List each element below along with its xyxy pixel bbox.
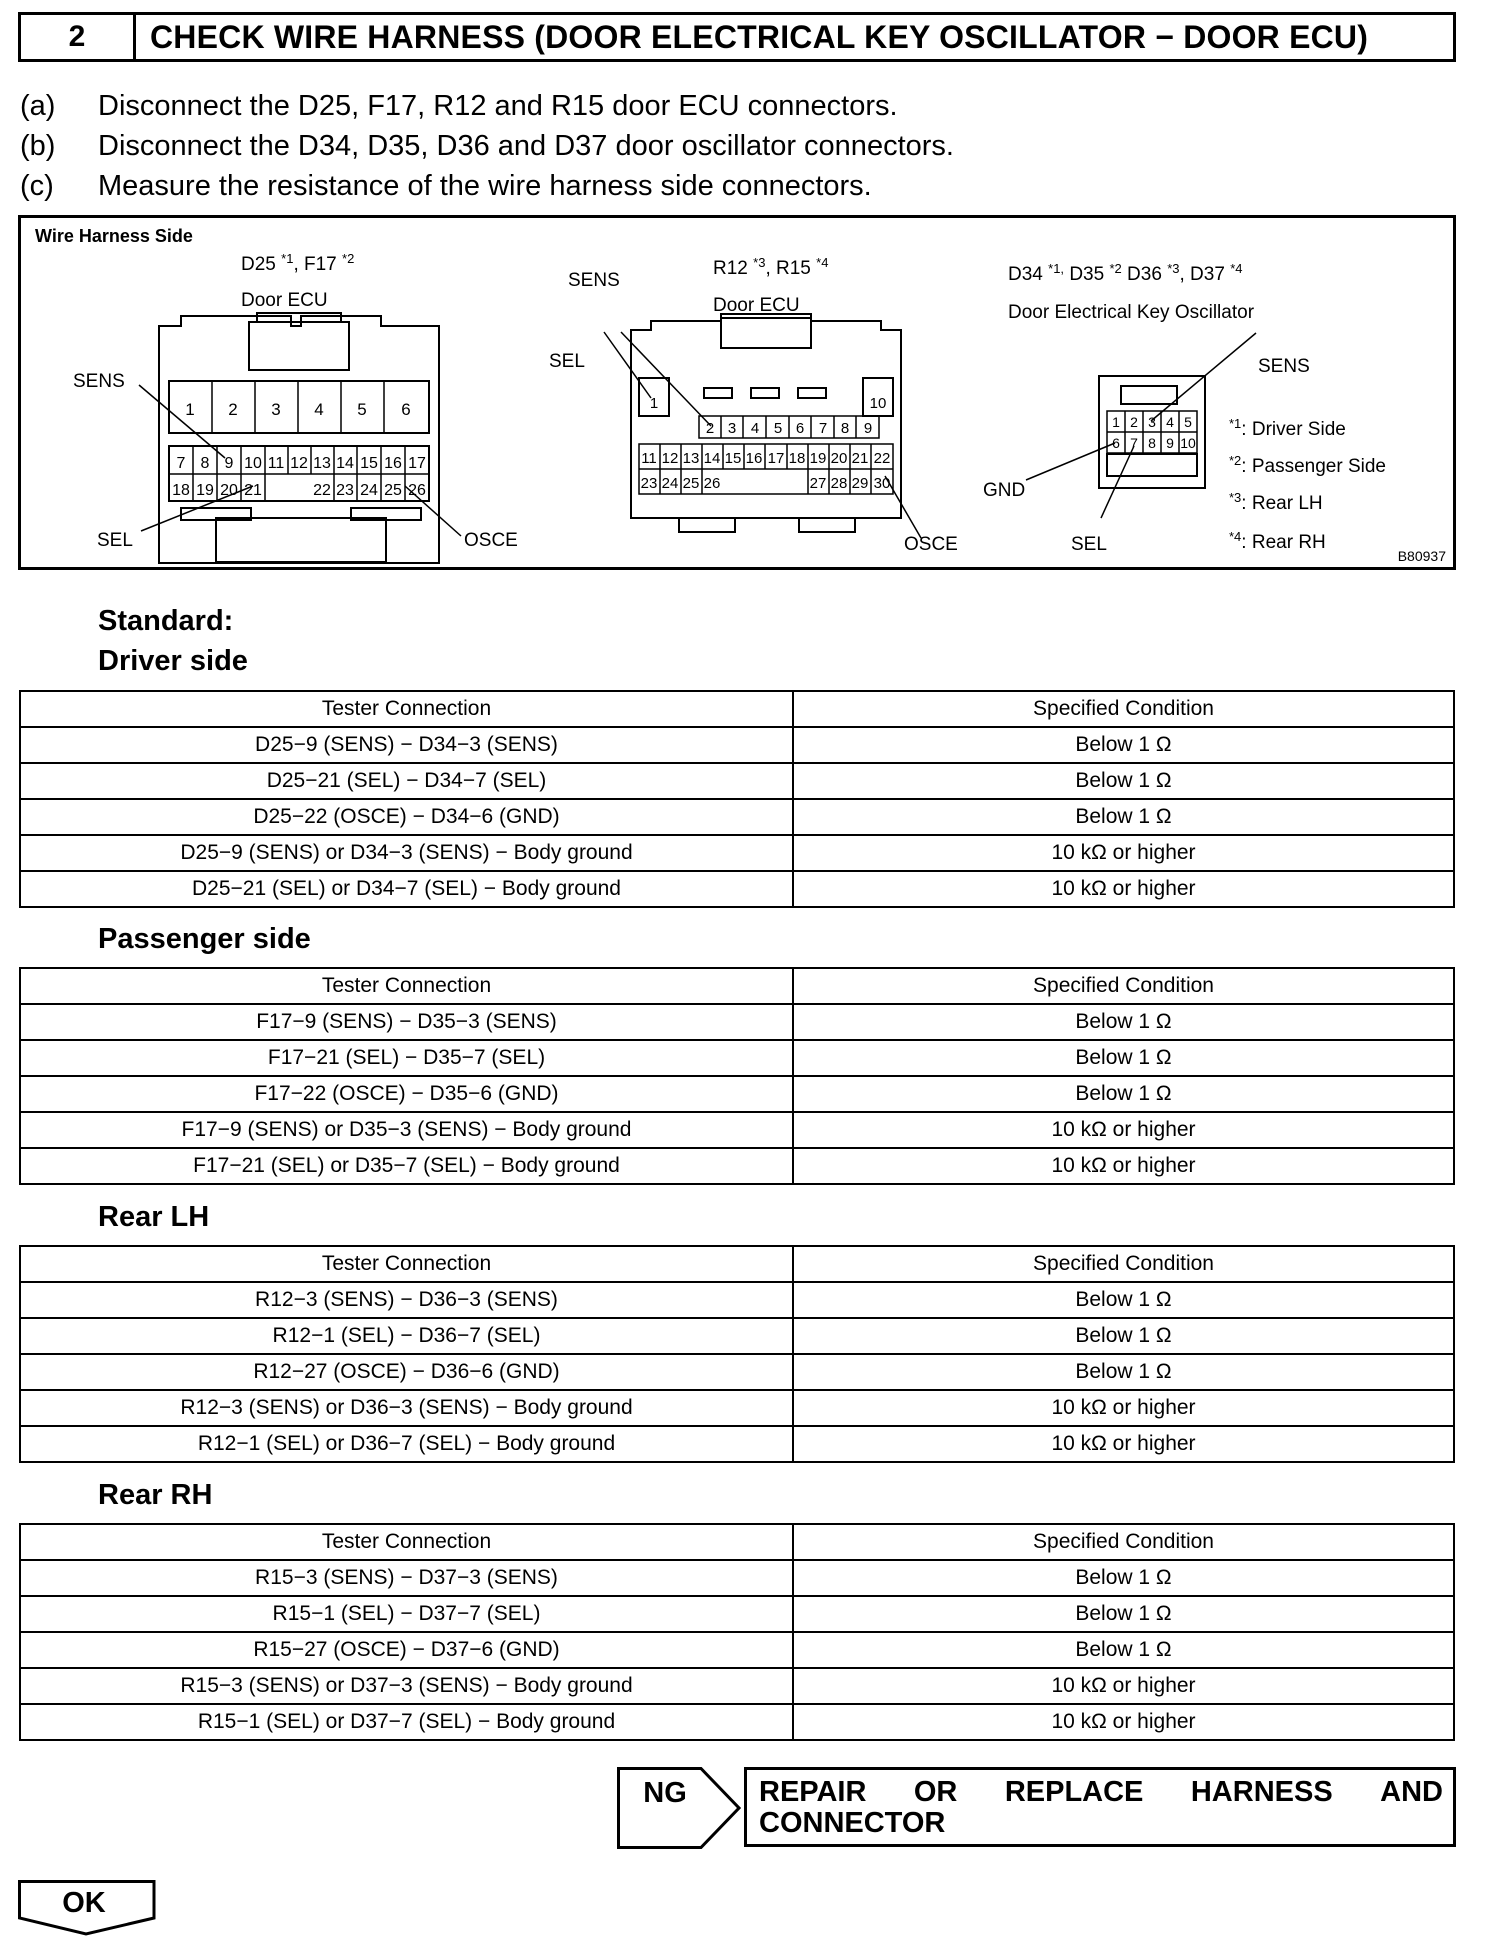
pin-label: 5 (773, 420, 783, 437)
table-row: R15−27 (OSCE) − D37−6 (GND) Below 1 Ω (20, 1632, 1454, 1668)
pin-label: 1 (185, 400, 195, 419)
table-row: R15−1 (SEL) or D37−7 (SEL) − Body ground 10 kΩ or higher (20, 1704, 1454, 1740)
spec-table-passenger (19, 967, 1455, 1185)
pin-label: 8 (840, 420, 850, 437)
table-row: F17−9 (SENS) or D35−3 (SENS) − Body ground 10 kΩ or higher (20, 1112, 1454, 1148)
table-row: F17−9 (SENS) − D35−3 (SENS) Below 1 Ω (20, 1004, 1454, 1040)
table-header-row (20, 968, 1454, 1004)
instruction-b: (b) Disconnect the D34, D35, D36 and D37 door oscillator connectors. (20, 130, 954, 162)
ng-action-line2: CONNECTOR (759, 1807, 946, 1839)
connector2-title: R12 $^{*3}$, R15 $^{*4}$ (713, 255, 829, 279)
table-row: D25−22 (OSCE) − D34−6 (GND) Below 1 Ω (20, 799, 1454, 835)
pin-label: 9 (863, 420, 873, 437)
pin-label: 3 (271, 400, 281, 419)
connector2-osce-label: OSCE (904, 534, 958, 555)
pin-label: 18 (172, 482, 190, 499)
pin-label: 17 (767, 450, 785, 467)
section-heading-rear-rh: Rear RH (98, 1479, 213, 1511)
pin-label: 25 (384, 482, 402, 499)
column-header: Tester Connection (20, 1246, 793, 1282)
connector2-sens-label: SENS (568, 270, 620, 291)
pin-label: 7 (176, 455, 186, 472)
connector1-body (159, 316, 439, 563)
section-heading-rear-lh: Rear LH (98, 1201, 210, 1233)
connector1-sel-label: SEL (97, 530, 133, 551)
table-row: D25−9 (SENS) or D34−3 (SENS) − Body ground 10 kΩ or higher (20, 835, 1454, 871)
pin-label: 25 (682, 475, 700, 492)
pin-label: 26 (703, 475, 721, 492)
pin-label: 14 (703, 450, 721, 467)
pin-label: 21 (851, 450, 869, 467)
pin-label: 11 (267, 455, 285, 472)
spec-table-driver (19, 690, 1455, 908)
connector2-sel-label: SEL (549, 351, 585, 372)
pin-label: 9 (224, 455, 234, 472)
ng-action-line1: REPAIR OR REPLACE HARNESS AND (759, 1776, 1443, 1808)
table-row: R12−1 (SEL) or D36−7 (SEL) − Body ground 10 kΩ or higher (20, 1426, 1454, 1462)
legend-item: $^{*4}$: Rear RH (1229, 529, 1326, 553)
pin-label: 3 (1148, 414, 1156, 430)
connector3-title: D34 $^{*1,}$ D35 $^{*2}$ D36 $^{*3}$, D37 $^{*4}$ (1008, 261, 1243, 285)
ok-result-box (18, 1880, 158, 1941)
pin-label: 24 (661, 475, 679, 492)
connector1-title: D25 $^{*1}$, F17 $^{*2}$ (241, 251, 355, 275)
pin-label: 10 (869, 395, 887, 412)
column-header: Specified Condition (793, 1524, 1454, 1560)
table-row: R15−3 (SENS) − D37−3 (SENS) Below 1 Ω (20, 1560, 1454, 1596)
pin-label: 7 (1130, 435, 1138, 451)
step-header (18, 12, 1456, 62)
pin-label: 1 (1112, 414, 1120, 430)
connector1-subtitle: Door ECU (241, 290, 328, 311)
pin-label: 6 (1112, 435, 1120, 451)
figure-id: B80937 (1397, 548, 1446, 564)
connector2-subtitle: Door ECU (713, 295, 800, 316)
pin-label: 8 (1148, 435, 1156, 451)
pin-label: 20 (830, 450, 848, 467)
connector-diagram (21, 218, 1453, 567)
pin-label: 4 (750, 420, 760, 437)
connector1-latch (249, 322, 349, 370)
ok-label: OK (62, 1887, 106, 1919)
table-row: D25−9 (SENS) − D34−3 (SENS) Below 1 Ω (20, 727, 1454, 763)
ng-result-box (617, 1767, 741, 1854)
pin-label: 16 (745, 450, 763, 467)
pin-label: 10 (244, 455, 262, 472)
pin-label: 26 (408, 482, 426, 499)
table-header-row (20, 691, 1454, 727)
pin-label: 19 (196, 482, 214, 499)
connector3-subtitle: Door Electrical Key Oscillator (1008, 302, 1255, 323)
pin-label: 17 (408, 455, 426, 472)
pin-label: 15 (724, 450, 742, 467)
pin-label: 22 (313, 482, 331, 499)
step-number: 2 (21, 15, 136, 59)
legend-item: $^{*3}$: Rear LH (1229, 490, 1323, 514)
section-heading-driver: Driver side (98, 645, 248, 677)
table-row: R12−3 (SENS) − D36−3 (SENS) Below 1 Ω (20, 1282, 1454, 1318)
pin-label: 12 (661, 450, 679, 467)
connector3-sel-label: SEL (1071, 534, 1107, 555)
pin-label: 16 (384, 455, 402, 472)
connector3-sens-label: SENS (1258, 356, 1310, 377)
pin-label: 4 (314, 400, 324, 419)
pin-label: 2 (228, 400, 238, 419)
legend-item: $^{*2}$: Passenger Side (1229, 453, 1386, 477)
pin-label: 6 (401, 400, 411, 419)
pin-label: 6 (795, 420, 805, 437)
connector1-pin-labels (172, 400, 426, 499)
column-header: Tester Connection (20, 968, 793, 1004)
table-row: R15−3 (SENS) or D37−3 (SENS) − Body ground 10 kΩ or higher (20, 1668, 1454, 1704)
pin-label: 30 (873, 475, 891, 492)
pin-label: 3 (727, 420, 737, 437)
table-row: R12−1 (SEL) − D36−7 (SEL) Below 1 Ω (20, 1318, 1454, 1354)
column-header: Specified Condition (793, 968, 1454, 1004)
column-header: Specified Condition (793, 691, 1454, 727)
pin-label: 11 (641, 450, 657, 467)
spec-table-rear-rh (19, 1523, 1455, 1741)
ng-label: NG (643, 1777, 687, 1809)
pin-label: 2 (705, 420, 715, 437)
legend-item: $^{*1}$: Driver Side (1229, 416, 1346, 440)
table-row: D25−21 (SEL) − D34−7 (SEL) Below 1 Ω (20, 763, 1454, 799)
pin-label: 1 (649, 395, 659, 412)
pin-label: 7 (818, 420, 828, 437)
column-header: Tester Connection (20, 691, 793, 727)
instruction-c: (c) Measure the resistance of the wire harness side connectors. (20, 170, 872, 202)
connector3-gnd-label: GND (983, 480, 1026, 501)
section-heading-passenger: Passenger side (98, 923, 311, 955)
pin-label: 13 (313, 455, 331, 472)
pin-label: 5 (1184, 414, 1192, 430)
standard-label: Standard: (98, 605, 234, 637)
pin-label: 23 (336, 482, 354, 499)
pin-label: 12 (290, 455, 308, 472)
table-row: F17−21 (SEL) or D35−7 (SEL) − Body ground 10 kΩ or higher (20, 1148, 1454, 1184)
pin-label: 20 (220, 482, 238, 499)
connector1-sens-label: SENS (73, 371, 125, 392)
pin-label: 5 (357, 400, 367, 419)
leader-lines (139, 332, 1256, 538)
pin-label: 8 (200, 455, 210, 472)
table-row: R15−1 (SEL) − D37−7 (SEL) Below 1 Ω (20, 1596, 1454, 1632)
pin-label: 18 (788, 450, 806, 467)
pin-label: 14 (336, 455, 354, 472)
table-row: F17−21 (SEL) − D35−7 (SEL) Below 1 Ω (20, 1040, 1454, 1076)
pin-label: 24 (360, 482, 378, 499)
pin-label: 9 (1166, 435, 1174, 451)
column-header: Tester Connection (20, 1524, 793, 1560)
pin-label: 28 (830, 475, 848, 492)
pin-label: 13 (682, 450, 700, 467)
table-row: R12−3 (SENS) or D36−3 (SENS) − Body ground 10 kΩ or higher (20, 1390, 1454, 1426)
instruction-a: (a) Disconnect the D25, F17, R12 and R15 door ECU connectors. (20, 90, 898, 122)
table-row: R12−27 (OSCE) − D36−6 (GND) Below 1 Ω (20, 1354, 1454, 1390)
ng-action-box (744, 1767, 1456, 1847)
column-header: Specified Condition (793, 1246, 1454, 1282)
table-row: D25−21 (SEL) or D34−7 (SEL) − Body ground 10 kΩ or higher (20, 871, 1454, 907)
table-header-row (20, 1246, 1454, 1282)
table-header-row (20, 1524, 1454, 1560)
pin-label: 4 (1166, 414, 1174, 430)
pin-label: 27 (809, 475, 827, 492)
pin-label: 23 (640, 475, 658, 492)
pin-label: 19 (809, 450, 827, 467)
pin-label: 10 (1180, 435, 1196, 451)
pin-label: 22 (873, 450, 891, 467)
connector-figure (18, 215, 1456, 570)
pin-label: 15 (360, 455, 378, 472)
pin-label: 2 (1130, 414, 1138, 430)
step-title: CHECK WIRE HARNESS (DOOR ELECTRICAL KEY OSCILLATOR − DOOR ECU) (150, 18, 1369, 55)
spec-table-rear-lh (19, 1245, 1455, 1463)
figure-caption: Wire Harness Side (35, 226, 193, 246)
table-row: F17−22 (OSCE) − D35−6 (GND) Below 1 Ω (20, 1076, 1454, 1112)
pin-label: 29 (851, 475, 869, 492)
pin-label: 21 (244, 482, 262, 499)
connector1-osce-label: OSCE (464, 530, 518, 551)
